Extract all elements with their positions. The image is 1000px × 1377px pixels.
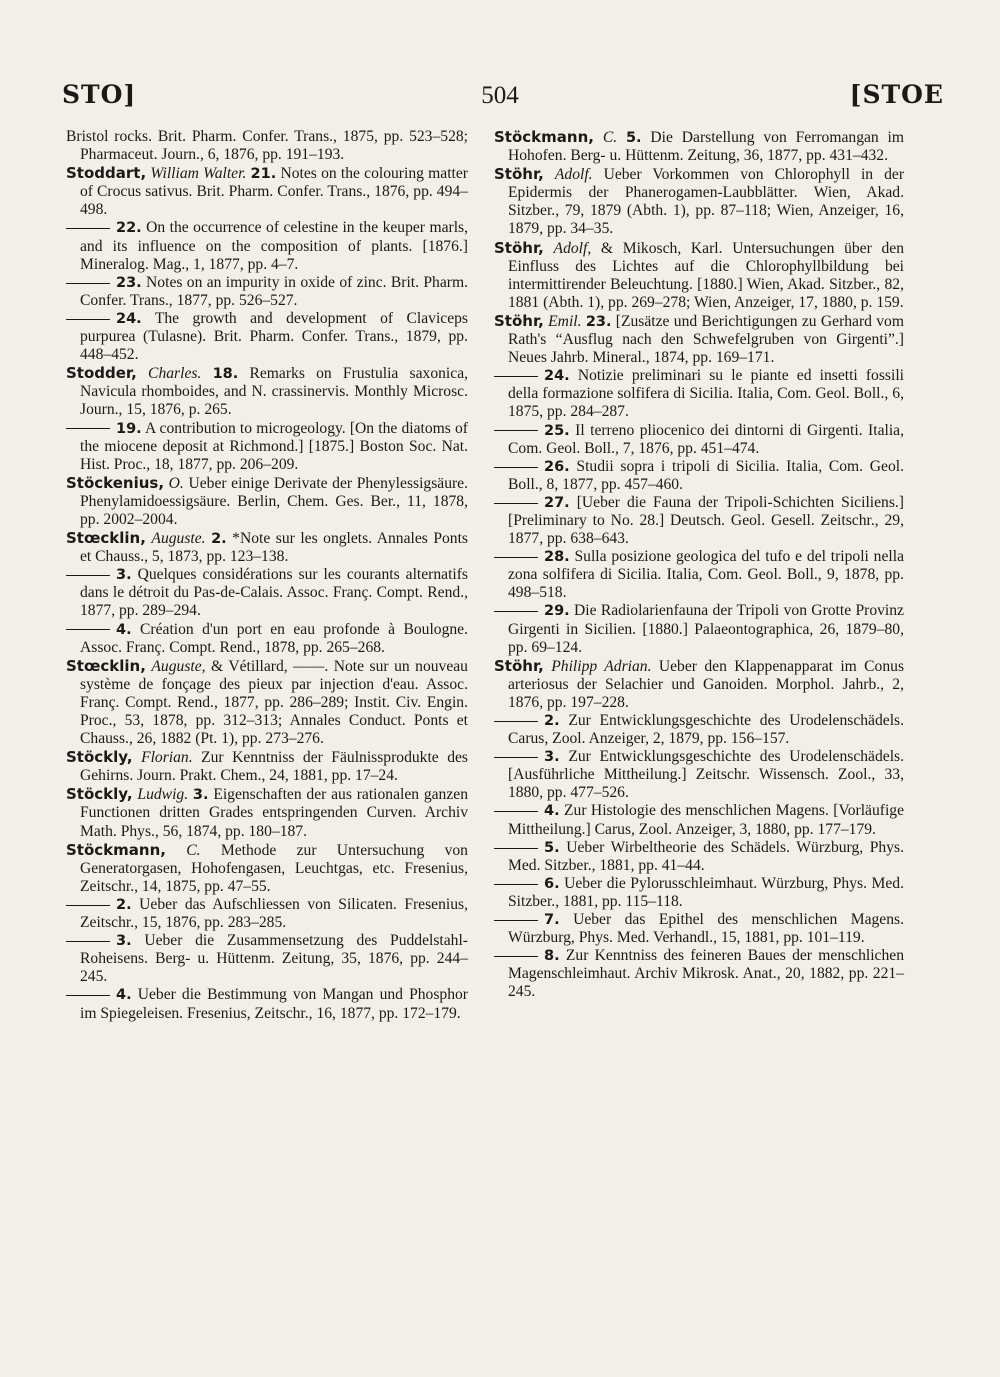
author-given-name: Philipp Adrian. xyxy=(551,657,652,675)
entry-number: 24. xyxy=(116,310,142,327)
author-given-name: Adolf. xyxy=(554,166,593,184)
entry-text: [Ueber die Fauna der Tripoli-Schichten Siciliens.] [Preliminary to No. 28.] Deutsch. Geol. Gesell. Zeitschr., 29, 1877, pp. 638–643. xyxy=(508,493,904,548)
repeat-author-dash xyxy=(66,941,110,942)
entry-text: Die Darstellung von Ferromangan im Hohofen. Berg- u. Hüttenm. Zeitung, 36, 1877, pp. 431–432. xyxy=(508,129,905,165)
entry-text: Zur Histologie des menschlichen Magens. [Vorläufige Mittheilung.] Carus, Zool. Anzeiger, 3, 1880, pp. 177–179. xyxy=(508,802,904,838)
bibliography-entry xyxy=(494,657,904,712)
author-given-name: O. xyxy=(168,474,184,492)
entry-number: 4. xyxy=(116,987,132,1004)
bibliography-entry xyxy=(494,748,904,802)
repeat-author-dash xyxy=(66,629,110,630)
entry-number: 4. xyxy=(544,803,560,820)
bibliography-entry xyxy=(494,839,904,875)
entry-text: Ueber Wirbeltheorie des Schädels. Würzburg, Phys. Med. Sitzber., 1881, pp. 41–44. xyxy=(508,838,904,874)
bibliography-entry xyxy=(66,621,468,657)
running-head-left: STO] xyxy=(62,80,137,109)
repeat-author-dash xyxy=(66,995,110,996)
repeat-author-dash xyxy=(494,721,538,722)
entry-text: & Mikosch, Karl. Untersuchungen über den Einfluss des Lichtes auf die Chlorophyllbildung bei intermittirender Beleuchtung. [1880.] Wien, Akad. Sitzber., 82, 1881 (Abth. 1), pp. 269–278; Wien, Anzeiger, 17, 1880, p. 159. xyxy=(508,239,904,311)
author-given-name: Ludwig. xyxy=(137,786,189,804)
entry-text: Il terreno pliocenico dei dintorni di Girgenti. Italia, Com. Geol. Boll., 7, 1876, pp. 451–474. xyxy=(508,421,904,457)
bibliography-entry xyxy=(66,529,468,566)
bibliography-entry xyxy=(66,310,468,364)
entry-number: 21. xyxy=(250,166,277,183)
bibliography-entry xyxy=(66,474,468,529)
entry-number: 2. xyxy=(544,713,560,729)
entry-text: On the occurrence of celestine in the keuper marls, and its influence on the composition of plants. [1876.] Mineralog. Mag., 1, 1877, pp. 4–7. xyxy=(80,219,468,273)
repeat-author-dash xyxy=(494,611,538,612)
repeat-author-dash xyxy=(494,920,538,921)
repeat-author-dash xyxy=(66,319,110,320)
entry-number: 3. xyxy=(116,933,132,950)
entry-text: Quelques considérations sur les courants alternatifs dans le détroit du Pas-de-Calais. Assoc. Franç. Compt. Rend., 1877, pp. 289–294. xyxy=(80,566,468,620)
entry-text: Zur Entwicklungsgeschichte des Urodelenschädels. [Ausführliche Mittheilung.] Zeitschr. Wissensch. Zool., 33, 1880, pp. 477–526. xyxy=(508,748,905,802)
bibliography-entry xyxy=(494,239,904,312)
repeat-author-dash xyxy=(494,503,538,504)
entry-number: 8. xyxy=(544,948,560,965)
entry-text: Notes on the colouring matter of Crocus sativus. Brit. Pharm. Confer. Trans., 1876, pp. 494–498. xyxy=(80,165,468,219)
bibliography-entry xyxy=(66,364,468,419)
author-surname: Stöckenius, xyxy=(66,473,165,492)
bibliography-entry xyxy=(66,896,468,932)
bibliography-entry xyxy=(66,566,468,620)
entry-text: & Vétillard, ——. Note sur un nouveau système de fonçage des pieux par injection d'eau. Assoc. Franç. Compt. Rend., 1877, pp. 286–289; Instit. Civ. Engin. Proc., 53, 1878, pp. 312–313; Annales Conduct. Ponts et Chauss., 26, 1882 (Pt. 1), pp. 273–276. xyxy=(80,657,468,748)
page-number: 504 xyxy=(481,82,519,109)
entry-text: Sulla posizione geologica del tufo e del tripoli nella zona solfifera di Sicilia. Italia, Com. Geol. Boll., 9, 1878, pp. 498–518. xyxy=(508,548,904,602)
entry-number: 3. xyxy=(544,749,560,766)
author-given-name: William Walter. xyxy=(150,165,247,183)
entry-text: Die Radiolarienfauna der Tripoli von Grotte Provinz Girgenti in Sicilien. [1880.] Palaeontographica, 26, 1879–80, pp. 69–124. xyxy=(508,602,904,656)
bibliography-entry xyxy=(494,312,904,367)
author-given-name: Charles. xyxy=(148,365,202,383)
entry-number: 3. xyxy=(116,567,132,584)
author-surname: Stöhr, xyxy=(494,656,544,675)
entry-text: Ueber die Zusammensetzung des Puddelstahl-Roheisens. Berg- u. Hüttenm. Zeitung, 35, 1876, pp. 244–245. xyxy=(80,932,468,986)
entry-text: Ueber die Bestimmung von Mangan und Phosphor im Spiegeleisen. Fresenius, Zeitschr., 16, 1877, pp. 172–179. xyxy=(80,986,468,1022)
bibliography-entry xyxy=(494,602,904,656)
bibliography-entry xyxy=(66,657,468,748)
bibliography-entry xyxy=(66,785,468,840)
bibliography-entry xyxy=(494,494,904,548)
author-surname: Stöckmann, xyxy=(66,840,166,859)
author-surname: Stöhr, xyxy=(494,165,544,184)
author-given-name: Auguste, xyxy=(151,657,206,675)
bibliography-entry xyxy=(66,986,468,1022)
entry-text: Remarks on Frustulia saxonica, Navicula rhomboides, and N. crassinervis. Monthly Microsc. Journ., 15, 1876, p. 265. xyxy=(80,365,469,419)
entry-text: Ueber das Epithel des menschlichen Magens. Würzburg, Phys. Med. Verhandl., 15, 1881, pp. 101–119. xyxy=(508,911,904,947)
entry-number: 28. xyxy=(544,549,570,566)
bibliography-entry xyxy=(494,458,904,494)
bibliography-entry xyxy=(66,420,468,474)
author-surname: Stöckly, xyxy=(66,785,133,804)
repeat-author-dash xyxy=(494,884,538,885)
entry-number: 27. xyxy=(544,494,570,511)
bibliography-entry xyxy=(494,548,904,602)
entry-text: A contribution to microgeology. [On the diatoms of the miocene deposit at Richmond.] [1875.] Boston Soc. Nat. Hist. Proc., 18, 1877, pp. 206–209. xyxy=(80,419,468,473)
repeat-author-dash xyxy=(66,428,110,429)
bibliography-entry xyxy=(494,367,904,421)
author-surname: Stöhr, xyxy=(494,238,544,257)
entry-text: Zur Kenntniss des feineren Baues der menschlichen Magenschleimhaut. Archiv Mikrosk. Anat., 20, 1882, pp. 221–245. xyxy=(508,947,904,1001)
entry-text: *Note sur les onglets. Annales Ponts et Chauss., 5, 1873, pp. 123–138. xyxy=(80,530,468,566)
repeat-author-dash xyxy=(494,848,538,849)
repeat-author-dash xyxy=(494,376,538,377)
entry-number: 23. xyxy=(585,313,612,330)
bibliography-entry xyxy=(494,422,904,458)
entry-text: Zur Entwicklungsgeschichte des Urodelenschädels. Carus, Zool. Anzeiger, 2, 1879, pp. 156–157. xyxy=(508,712,905,748)
bibliography-entry xyxy=(66,219,468,273)
repeat-author-dash xyxy=(494,467,538,468)
entry-text: The growth and development of Claviceps purpurea (Tulasne). Brit. Pharm. Confer. Trans., 1879, pp. 448–452. xyxy=(80,309,468,364)
entry-number: 5. xyxy=(625,130,642,146)
repeat-author-dash xyxy=(66,575,110,576)
author-given-name: Auguste. xyxy=(151,530,206,548)
entry-number: 6. xyxy=(544,875,560,892)
bibliography-entry xyxy=(494,712,904,748)
entry-text: Ueber das Aufschliessen von Silicaten. Fresenius, Zeitschr., 15, 1876, pp. 283–285. xyxy=(80,895,468,932)
author-surname: Stöckly, xyxy=(66,748,133,767)
author-given-name: C. xyxy=(186,841,201,859)
author-surname: Stodder, xyxy=(66,364,137,383)
repeat-author-dash xyxy=(66,228,110,229)
bibliography-entry xyxy=(494,875,904,911)
entry-text: Notizie preliminari su le piante ed insetti fossili della formazione solfifera di Sicilia. Italia, Com. Geol. Boll., 6, 1875, pp. 284–287. xyxy=(508,367,904,421)
bibliography-entry xyxy=(494,911,904,947)
entry-text: Eigenschaften der aus rationalen ganzen Functionen dritten Grades entspringenden Curven. Archiv Math. Phys., 56, 1874, pp. 180–187. xyxy=(80,786,468,840)
repeat-author-dash xyxy=(494,430,538,431)
author-surname: Stœcklin, xyxy=(66,656,146,675)
left-column xyxy=(66,128,468,1023)
entry-text: Ueber die Pylorusschleimhaut. Würzburg, Phys. Med. Sitzber., 1881, pp. 115–118. xyxy=(508,874,904,910)
entry-number: 2. xyxy=(211,531,227,548)
bibliography-entry xyxy=(494,128,904,165)
entry-text: Ueber den Klappenapparat im Conus arteriosus der Selachier und Ganoiden. Morphol. Jahrb., 2, 1876, pp. 197–228. xyxy=(508,657,905,711)
repeat-author-dash xyxy=(494,811,538,812)
author-surname: Stoddart, xyxy=(66,164,147,183)
entry-text: Ueber einige Derivate der Phenylessigsäure. Phenylamidoessigsäure. Berlin, Chem. Ges. Ber., 11, 1878, pp. 2002–2004. xyxy=(80,474,469,528)
bibliography-entry xyxy=(66,164,468,219)
entry-text: Ueber Vorkommen von Chlorophyll in der Epidermis der Phanerogamen-Laubblätter. Wien, Akad. Sitzber., 79, 1879 (Abth. 1), pp. 87–118; Wien, Anzeiger, 16, 1879, pp. 34–35. xyxy=(508,166,905,238)
author-surname: Stöhr, xyxy=(494,311,544,330)
author-given-name: C. xyxy=(602,129,618,146)
entry-text: Zur Kenntniss der Fäulnissprodukte des Gehirns. Journ. Prakt. Chem., 24, 1881, pp. 17–24. xyxy=(80,749,468,785)
author-given-name: Florian. xyxy=(141,749,193,767)
bibliography-entry xyxy=(494,947,904,1001)
author-given-name: Adolf, xyxy=(553,239,592,257)
entry-number: 18. xyxy=(212,366,239,383)
entry-text: Methode zur Untersuchung von Generatorgasen, Hohofengasen, Leuchtgas, etc. Fresenius, Zeitschr., 14, 1875, pp. 47–55. xyxy=(80,841,468,895)
entry-text: Notes on an impurity in oxide of zinc. Brit. Pharm. Confer. Trans., 1877, pp. 526–527. xyxy=(80,273,469,309)
entry-number: 19. xyxy=(116,420,142,437)
entry-number: 29. xyxy=(544,603,570,620)
author-surname: Stœcklin, xyxy=(66,529,146,548)
entry-number: 4. xyxy=(116,621,132,638)
entry-number: 23. xyxy=(116,274,142,291)
entry-text: Bristol rocks. Brit. Pharm. Confer. Trans., 1875, pp. 523–528; Pharmaceut. Journ., 6, 1876, pp. 191–193. xyxy=(66,128,468,164)
right-column xyxy=(494,128,904,1002)
entry-number: 22. xyxy=(116,220,142,237)
entry-number: 25. xyxy=(544,422,570,439)
repeat-author-dash xyxy=(494,557,538,558)
author-given-name: Emil. xyxy=(548,312,582,330)
repeat-author-dash xyxy=(66,283,110,284)
bibliography-entry xyxy=(494,165,904,238)
running-head-right: [STOE xyxy=(849,80,944,109)
entry-number: 3. xyxy=(192,787,209,804)
entry-text: Création d'un port en eau profonde à Boulogne. Assoc. Franç. Compt. Rend., 1878, pp. 265–268. xyxy=(80,620,468,656)
repeat-author-dash xyxy=(66,905,110,906)
repeat-author-dash xyxy=(494,757,538,758)
entry-text: Studii sopra i tripoli di Sicilia. Italia, Com. Geol. Boll., 8, 1877, pp. 457–460. xyxy=(508,457,904,493)
bibliography-entry xyxy=(66,274,468,310)
entry-number: 2. xyxy=(116,896,132,913)
bibliography-entry xyxy=(66,128,468,164)
entry-text: [Zusätze und Berichtigungen zu Gerhard vom Rath's “Ausflug nach den Schwefelgruben von Girgenti”.] Neues Jahrb. Mineral., 1874, pp. 169–171. xyxy=(508,312,904,367)
bibliography-entry xyxy=(66,932,468,986)
bibliography-entry xyxy=(66,748,468,785)
entry-number: 24. xyxy=(544,368,570,385)
entry-number: 7. xyxy=(544,912,560,929)
entry-number: 5. xyxy=(544,839,560,856)
author-surname: Stöckmann, xyxy=(494,128,594,146)
repeat-author-dash xyxy=(494,956,538,957)
bibliography-entry xyxy=(494,802,904,838)
entry-number: 26. xyxy=(544,458,570,475)
bibliography-entry xyxy=(66,841,468,896)
